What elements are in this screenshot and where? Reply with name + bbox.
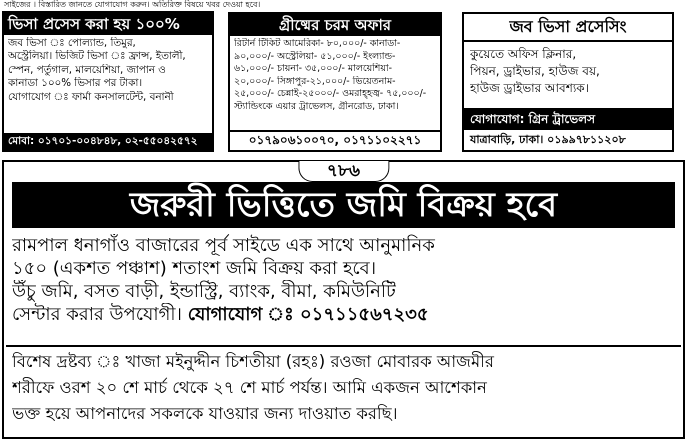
ad-contact: যোগাযোগ: গ্রিন ট্রাভেলস [464,108,672,130]
ad-line: রামপাল ধনাগাঁও বাজারের পূর্ব সাইডে এক সাথে আনুমানিক [12,235,435,256]
ad-line: যোগাযোগ ঃ ফার্মা কনসালটেন্ট, বনানী [8,90,174,103]
note-line: শরীফে ওরশ ২০ শে মার্চ থেকে ২৭ শে মার্চ পর্যন্ত। আমি একজন আশেকান [12,378,487,397]
top-strip-text: সাইজের । বিস্তারিত জানতে যোগাযোগ করুন। অতিরিক্ত বিষয়ে খবর দেওয়া হবে। [4,0,261,9]
ad-line: স্ট্যান্ডিংকে এয়ার ট্রাভেলস, গ্রীনরোড, ঢাকা। [234,100,399,112]
ad-line: অস্ট্রেলিয়া। ভিজিট ভিসা ঃ ফ্রান্স, ইতালী, [8,50,186,63]
ad-contact: যোগাযোগ ঃ ০১৭১১৫৬৭২৩৫ [187,304,429,325]
ad-line: জব ভিসা ঃ পোল্যান্ড, তিমুর, [8,37,136,49]
ad-title: জব ভিসা প্রসেসিং [464,14,672,42]
ad-code: ৭৮৬ [298,161,389,182]
ad-body [464,42,672,97]
ad-line: ৯০,০০০/- অস্ট্রেলিয়া- ৫১,০০০/- ইংল্যান্ড- [234,50,396,62]
ad-body [12,234,675,326]
summer-offer-ad [228,12,442,152]
ad-line: উঁচু জমি, বসত বাড়ী, ইন্ডাস্ট্রি, ব্যাংক, বীমা, কমিউনিটি [12,281,396,302]
ad-line: পিয়ন, ড্রাইভার, হাউজ বয়, [470,64,600,78]
ad-line: কানাডা ১০০% ভিসার পর টাকা। [8,77,143,90]
ad-line: ২৫,০০০/- চেন্নাই-২৫০০০/- ওমরাহ্‌হজ্ব- ৭৫,০০০/- [234,88,427,100]
ad-line-text: সেন্টার করার উপযোগী। [12,304,182,325]
ad-line: ২০,০০০/- সিঙ্গাপুর-২১,০০০/- ভিয়েতনাম- [234,75,396,87]
ad-body [230,36,440,114]
ad-address: যাত্রাবাড়ি, ঢাকা। ০১৯৯৭৮১১২০৮ [470,133,626,146]
special-note [6,345,681,435]
note-line: ভক্ত হয়ে আপনাদের সকলকে যাওয়ার জন্য দাওয়াত করছি। [12,404,398,423]
ad-title: গ্রীষ্মের চরম অফার [230,14,440,36]
ad-line: ১৫০ (একশত পঞ্চাশ) শতাংশ জমি বিক্রয় করা হবে। [12,258,377,279]
ad-title: ভিসা প্রসেস করা হয় ১০০% [4,13,212,35]
land-sale-ad [2,160,685,439]
ad-phone: ০১৭৯০৬১০০৭০, ০১৭১১০২২৭১ [230,130,440,150]
ad-line: রিটার্ন টিকিট আমেরিকা- ৮০,০০০/- কানাডা- [234,38,401,49]
ad-phone: মোবা: ০১৭০১-০০৪৮৪৮, ০২-৫৫০৪২৫৭২ [4,133,212,150]
ad-line: স্পেন, পর্তুগাল, মালয়েশিয়া, জাপান ও [8,63,166,76]
ad-line: হাউজ ড্রাইভার আবশ্যক। [470,81,589,95]
ad-banner: জরুরী ভিত্তিতে জমি বিক্রয় হবে [12,182,675,228]
ad-line: ৬১,০০০/- চায়না- ৩৫,০০০/- মালয়েশিয়া- [234,63,392,75]
ad-line: কুয়েতে অফিস ক্লিনার, [470,47,577,61]
visa-process-ad [2,11,214,152]
ad-body [4,35,212,104]
job-visa-ad [462,12,674,152]
ad-line [12,303,675,326]
note-line: বিশেষ দ্রষ্টব্য ঃ খাজা মইনুদ্দীন চিশতীয়া (রহঃ) রওজা মোবারক আজমীর [12,352,494,371]
